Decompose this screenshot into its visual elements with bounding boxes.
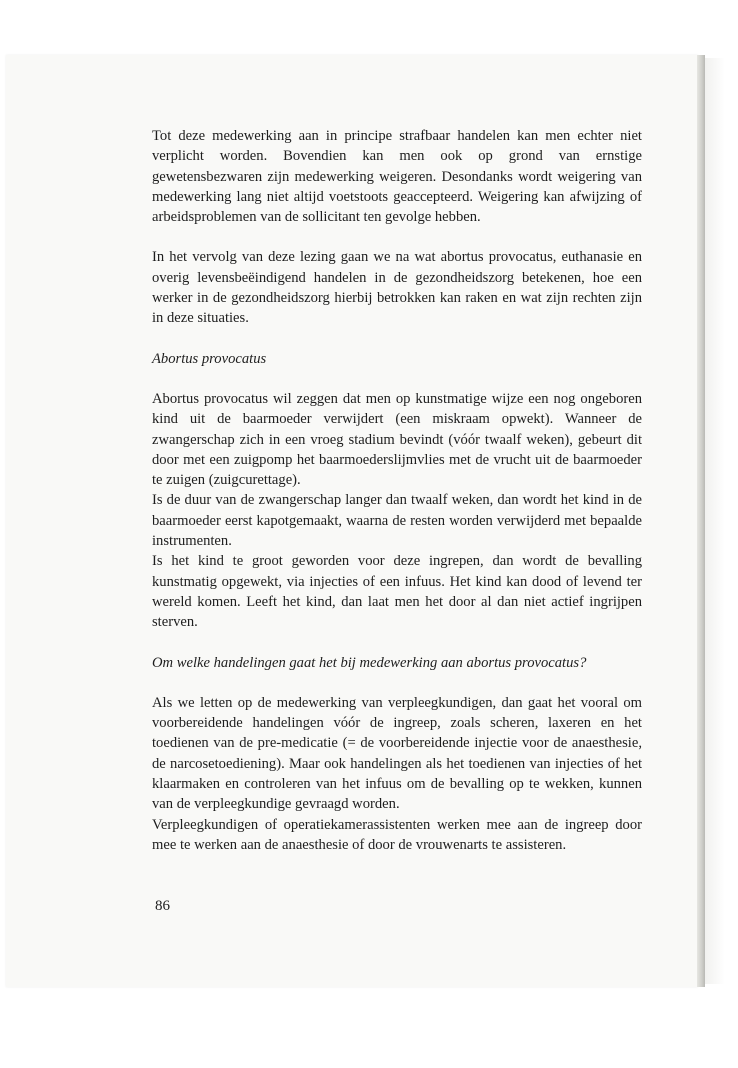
- paragraph-vervolg: In het vervolg van deze lezing gaan we na wat abortus provocatus, euthanasie en overig levensbeëindigend handelen in de gezondheidszorg betekenen, hoe een werker in de gezondheidszorg hierbij betrokken kan raken en wat zijn rechten zijn in deze situaties.: [152, 249, 642, 327]
- paragraph-bevalling: Is het kind te groot geworden voor deze ingrepen, dan wordt de bevalling kunstmatig opgewekt, via injecties of een infuus. Het kind kan dood of levend ter wereld komen. Leeft het kind, dan laat men het door al dan niet actief ingrijpen sterven.: [152, 553, 642, 631]
- page-number: 86: [155, 898, 170, 914]
- section-heading-handelingen: Om welke handelingen gaat het bij medewerking aan abortus provocatus?: [152, 654, 587, 671]
- paragraph-verpleegkundigen: Als we letten op de medewerking van verpleegkundigen, dan gaat het vooral om voorbereidende handelingen vóór de ingreep, zoals scheren, laxeren en het toedienen van de pre-medicatie (= de voorbereidende injectie voor de anaesthesie, de narcosetoediening). Maar ook handelingen als het toedienen van injecties of het klaarmaken en controleren van het infuus om de bevalling op te wekken, kunnen van de verpleegkundige gevraagd worden.: [152, 694, 642, 813]
- body-text: [152, 126, 642, 855]
- paragraph-twaalf-weken: Is de duur van de zwangerschap langer dan twaalf weken, dan wordt het kind in de baarmoeder eerst kapotgemaakt, waarna de resten worden verwijderd met bepaalde instrumenten.: [152, 492, 642, 550]
- section-heading-abortus: Abortus provocatus: [152, 350, 267, 367]
- paragraph-operatiekamer: Verpleegkundigen of operatiekamerassistenten werken mee aan de ingreep door mee te werken aan de anaesthesie of door de vrouwenarts te assisteren.: [152, 816, 642, 853]
- page-shadow: [705, 58, 725, 984]
- page-edge: [697, 55, 705, 987]
- paragraph-abortus-definitie: Abortus provocatus wil zeggen dat men op kunstmatige wijze een nog ongeboren kind uit de baarmoeder verwijdert (een miskraam opwekt). Wanneer de zwangerschap zich in een vroeg stadium bevindt (vóór twaalf weken), gebeurt dit door met een zuigpomp het baarmoederslijmvlies met de vrucht uit de baarmoeder te zuigen (zuigcurettage).: [152, 390, 642, 489]
- paragraph-medewerking: Tot deze medewerking aan in principe strafbaar handelen kan men echter niet verplicht worden. Bovendien kan men ook op grond van ernstige gewetensbezwaren zijn medewerking weigeren. Desondanks wordt weigering van medewerking lang niet altijd voetstoots geaccepteerd. Weigering kan afwijzing of arbeidsproblemen van de sollicitant ten gevolge hebben.: [152, 128, 642, 226]
